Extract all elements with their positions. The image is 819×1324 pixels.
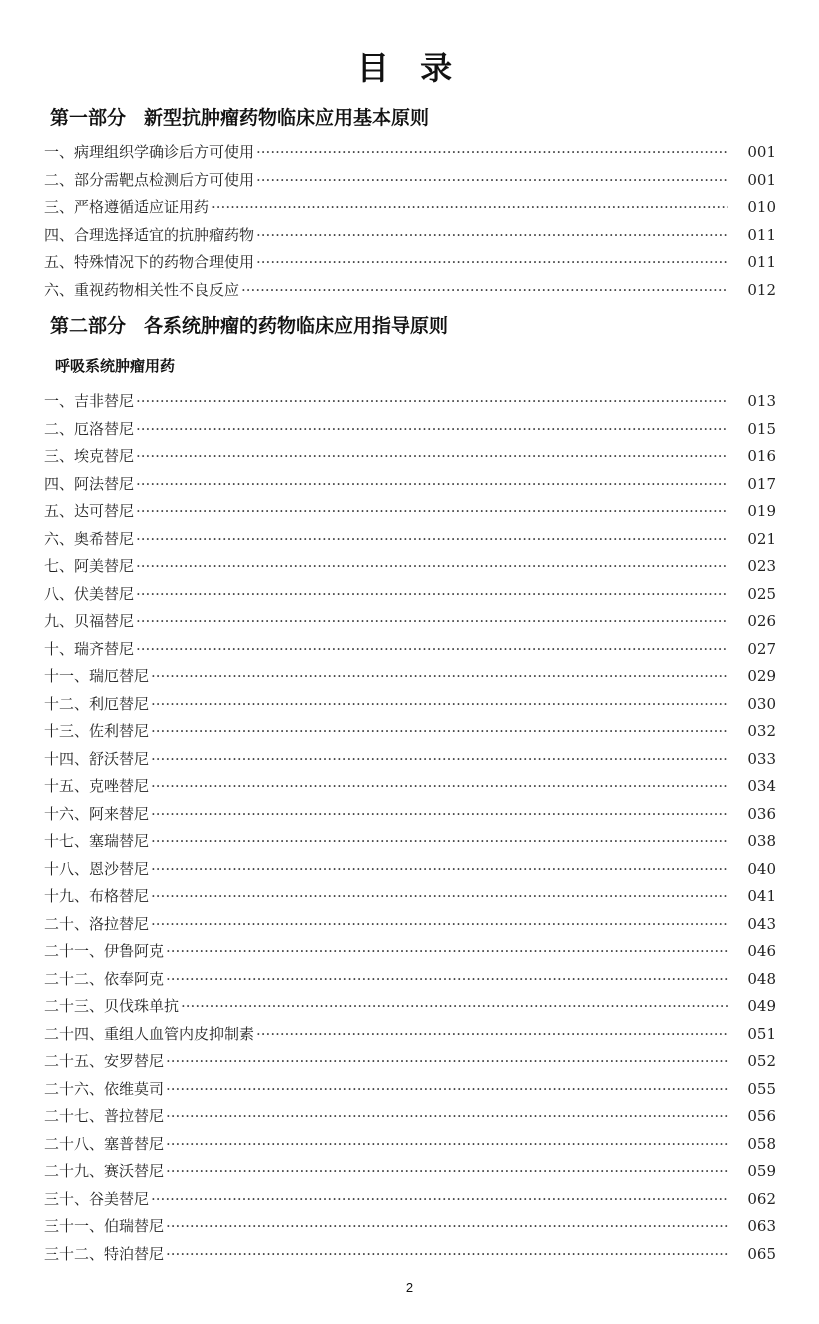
toc-entry-page-number: 027 xyxy=(747,639,776,658)
toc-entry-label: 二、部分需靶点检测后方可使用 xyxy=(44,170,255,189)
toc-entry-page-number: 038 xyxy=(747,832,776,850)
toc-entry-page-number: 021 xyxy=(747,529,776,548)
toc-entry-page-number: 025 xyxy=(747,584,776,603)
toc-entry[interactable] xyxy=(44,581,776,609)
dot-leader xyxy=(166,1076,728,1104)
toc-entry-page-number: 033 xyxy=(747,749,776,768)
dot-leader xyxy=(151,746,728,774)
part-one-toc xyxy=(44,139,776,304)
toc-entry-label: 五、特殊情况下的药物合理使用 xyxy=(44,253,255,271)
toc-entry[interactable] xyxy=(44,471,776,499)
toc-entry-page-number: 015 xyxy=(747,419,776,438)
dot-leader xyxy=(256,139,728,167)
dot-leader xyxy=(151,663,728,691)
toc-entry-label: 二十七、普拉替尼 xyxy=(44,1107,165,1125)
toc-entry[interactable] xyxy=(44,388,776,416)
toc-entry-label: 二十九、赛沃替尼 xyxy=(44,1162,165,1180)
toc-entry[interactable] xyxy=(44,801,776,829)
toc-entry-page-number: 059 xyxy=(747,1162,776,1180)
toc-entry[interactable] xyxy=(44,1131,776,1159)
toc-entry-page-number: 055 xyxy=(747,1079,776,1098)
dot-leader xyxy=(136,416,728,444)
toc-entry[interactable] xyxy=(44,883,776,911)
toc-entry[interactable] xyxy=(44,938,776,966)
dot-leader xyxy=(166,1131,728,1159)
toc-entry-label: 十六、阿来替尼 xyxy=(44,804,150,823)
page-number: 2 xyxy=(405,1280,414,1295)
toc-entry[interactable] xyxy=(44,828,776,856)
part-two-number: 第二部分 xyxy=(50,315,127,337)
toc-entry-label: 二十八、塞普替尼 xyxy=(44,1134,165,1153)
toc-entry[interactable] xyxy=(44,911,776,939)
toc-entry-page-number: 017 xyxy=(747,474,776,493)
dot-leader xyxy=(136,581,728,609)
dot-leader xyxy=(241,277,728,305)
dot-leader xyxy=(151,828,728,856)
toc-entry-page-number: 062 xyxy=(747,1189,776,1208)
toc-entry-label: 四、合理选择适宜的抗肿瘤药物 xyxy=(44,225,255,244)
toc-entry-page-number: 019 xyxy=(747,502,776,520)
dot-leader xyxy=(166,1103,728,1131)
toc-entry-page-number: 041 xyxy=(747,887,776,905)
toc-entry-page-number: 012 xyxy=(747,280,776,299)
toc-entry-page-number: 011 xyxy=(747,225,776,244)
toc-entry-label: 十五、克唑替尼 xyxy=(44,777,150,795)
page-title: 目 录 xyxy=(356,49,463,87)
dot-leader xyxy=(166,1213,728,1241)
toc-entry[interactable] xyxy=(44,553,776,581)
dot-leader xyxy=(151,773,728,801)
toc-entry[interactable] xyxy=(44,966,776,994)
part-two-heading xyxy=(50,313,448,339)
dot-leader xyxy=(256,1021,728,1049)
toc-entry-label: 十一、瑞厄替尼 xyxy=(44,667,150,685)
toc-entry-label: 一、病理组织学确诊后方可使用 xyxy=(44,143,255,161)
toc-entry-label: 二、厄洛替尼 xyxy=(44,419,135,438)
dot-leader xyxy=(151,911,728,939)
toc-entry[interactable] xyxy=(44,856,776,884)
toc-entry[interactable] xyxy=(44,222,776,250)
toc-entry-page-number: 036 xyxy=(747,804,776,823)
dot-leader xyxy=(166,1241,728,1269)
toc-entry-label: 二十三、贝伐珠单抗 xyxy=(44,997,180,1015)
toc-entry[interactable] xyxy=(44,663,776,691)
toc-entry-label: 十七、塞瑞替尼 xyxy=(44,832,150,850)
toc-entry-label: 十九、布格替尼 xyxy=(44,887,150,905)
toc-entry-label: 二十、洛拉替尼 xyxy=(44,914,150,933)
toc-entry-label: 三、严格遵循适应证用药 xyxy=(44,198,210,216)
toc-entry-label: 二十五、安罗替尼 xyxy=(44,1052,165,1070)
section-heading-respiratory: 呼吸系统肿瘤用药 xyxy=(55,357,176,375)
toc-entry-page-number: 001 xyxy=(747,170,776,189)
part-one-heading xyxy=(50,105,429,131)
dot-leader xyxy=(181,993,728,1021)
toc-entry[interactable] xyxy=(44,167,776,195)
toc-entry-page-number: 010 xyxy=(747,198,776,216)
toc-entry-page-number: 001 xyxy=(747,143,776,161)
toc-entry-label: 八、伏美替尼 xyxy=(44,584,135,603)
toc-entry[interactable] xyxy=(44,636,776,664)
toc-entry[interactable] xyxy=(44,746,776,774)
toc-entry-page-number: 063 xyxy=(747,1217,776,1235)
part-two-toc xyxy=(44,388,776,1268)
dot-leader xyxy=(151,801,728,829)
toc-entry[interactable] xyxy=(44,691,776,719)
toc-entry-page-number: 046 xyxy=(747,942,776,960)
toc-entry[interactable] xyxy=(44,249,776,277)
toc-entry-label: 九、贝福替尼 xyxy=(44,612,135,630)
dot-leader xyxy=(136,636,728,664)
toc-entry-label: 一、吉非替尼 xyxy=(44,392,135,410)
toc-entry-page-number: 040 xyxy=(747,859,776,878)
dot-leader xyxy=(151,883,728,911)
toc-entry-label: 六、奥希替尼 xyxy=(44,529,135,548)
dot-leader xyxy=(211,194,728,222)
toc-entry[interactable] xyxy=(44,1241,776,1269)
toc-entry[interactable] xyxy=(44,993,776,1021)
toc-entry[interactable] xyxy=(44,1158,776,1186)
toc-entry-page-number: 065 xyxy=(747,1244,776,1263)
toc-entry[interactable] xyxy=(44,416,776,444)
toc-entry-label: 三十、谷美替尼 xyxy=(44,1189,150,1208)
toc-entry-page-number: 026 xyxy=(747,612,776,630)
dot-leader xyxy=(166,966,728,994)
dot-leader xyxy=(136,608,728,636)
toc-entry-page-number: 030 xyxy=(747,694,776,713)
dot-leader xyxy=(136,471,728,499)
toc-entry[interactable] xyxy=(44,443,776,471)
toc-entry-label: 五、达可替尼 xyxy=(44,502,135,520)
toc-entry-page-number: 023 xyxy=(747,557,776,575)
dot-leader xyxy=(256,167,728,195)
toc-entry[interactable] xyxy=(44,1021,776,1049)
toc-entry-label: 二十二、依奉阿克 xyxy=(44,969,165,988)
dot-leader xyxy=(166,1158,728,1186)
toc-entry-label: 六、重视药物相关性不良反应 xyxy=(44,280,240,299)
toc-entry-page-number: 048 xyxy=(747,969,776,988)
toc-entry-label: 十八、恩沙替尼 xyxy=(44,859,150,878)
toc-entry-label: 二十一、伊鲁阿克 xyxy=(44,942,165,960)
toc-entry-label: 三、埃克替尼 xyxy=(44,447,135,465)
dot-leader xyxy=(151,856,728,884)
part-two-title: 各系统肿瘤的药物临床应用指导原则 xyxy=(144,315,449,337)
toc-entry-page-number: 049 xyxy=(747,997,776,1015)
toc-entry[interactable] xyxy=(44,1186,776,1214)
toc-entry[interactable] xyxy=(44,1213,776,1241)
toc-entry-label: 十、瑞齐替尼 xyxy=(44,639,135,658)
toc-entry-label: 二十六、依维莫司 xyxy=(44,1079,165,1098)
toc-entry-label: 四、阿法替尼 xyxy=(44,474,135,493)
toc-entry-page-number: 051 xyxy=(747,1024,776,1043)
toc-entry-page-number: 011 xyxy=(747,253,776,271)
toc-entry-page-number: 058 xyxy=(747,1134,776,1153)
toc-entry[interactable] xyxy=(44,526,776,554)
toc-entry-label: 十四、舒沃替尼 xyxy=(44,749,150,768)
toc-entry-page-number: 016 xyxy=(747,447,776,465)
toc-entry[interactable] xyxy=(44,277,776,305)
toc-entry-label: 三十一、伯瑞替尼 xyxy=(44,1217,165,1235)
toc-entry-page-number: 052 xyxy=(747,1052,776,1070)
toc-entry[interactable] xyxy=(44,139,776,167)
toc-entry[interactable] xyxy=(44,498,776,526)
dot-leader xyxy=(166,1048,728,1076)
toc-entry[interactable] xyxy=(44,718,776,746)
dot-leader xyxy=(256,249,728,277)
toc-entry-label: 十二、利厄替尼 xyxy=(44,694,150,713)
toc-entry-label: 二十四、重组人血管内皮抑制素 xyxy=(44,1024,255,1043)
toc-entry-page-number: 043 xyxy=(747,914,776,933)
toc-entry-page-number: 034 xyxy=(747,777,776,795)
toc-entry-label: 十三、佐利替尼 xyxy=(44,722,150,740)
dot-leader xyxy=(136,526,728,554)
dot-leader xyxy=(166,938,728,966)
toc-entry-page-number: 029 xyxy=(747,667,776,685)
toc-entry[interactable] xyxy=(44,608,776,636)
dot-leader xyxy=(136,388,728,416)
dot-leader xyxy=(136,443,728,471)
part-one-title: 新型抗肿瘤药物临床应用基本原则 xyxy=(144,107,430,129)
toc-entry[interactable] xyxy=(44,1103,776,1131)
dot-leader xyxy=(151,718,728,746)
toc-entry-page-number: 013 xyxy=(747,392,776,410)
dot-leader xyxy=(151,1186,728,1214)
toc-entry-label: 三十二、特泊替尼 xyxy=(44,1244,165,1263)
toc-entry-page-number: 056 xyxy=(747,1107,776,1125)
toc-entry[interactable] xyxy=(44,1076,776,1104)
toc-entry[interactable] xyxy=(44,773,776,801)
toc-entry-page-number: 032 xyxy=(747,722,776,740)
part-one-number: 第一部分 xyxy=(50,107,127,129)
toc-entry[interactable] xyxy=(44,194,776,222)
dot-leader xyxy=(151,691,728,719)
dot-leader xyxy=(136,553,728,581)
dot-leader xyxy=(256,222,728,250)
dot-leader xyxy=(136,498,728,526)
toc-entry[interactable] xyxy=(44,1048,776,1076)
toc-entry-label: 七、阿美替尼 xyxy=(44,557,135,575)
